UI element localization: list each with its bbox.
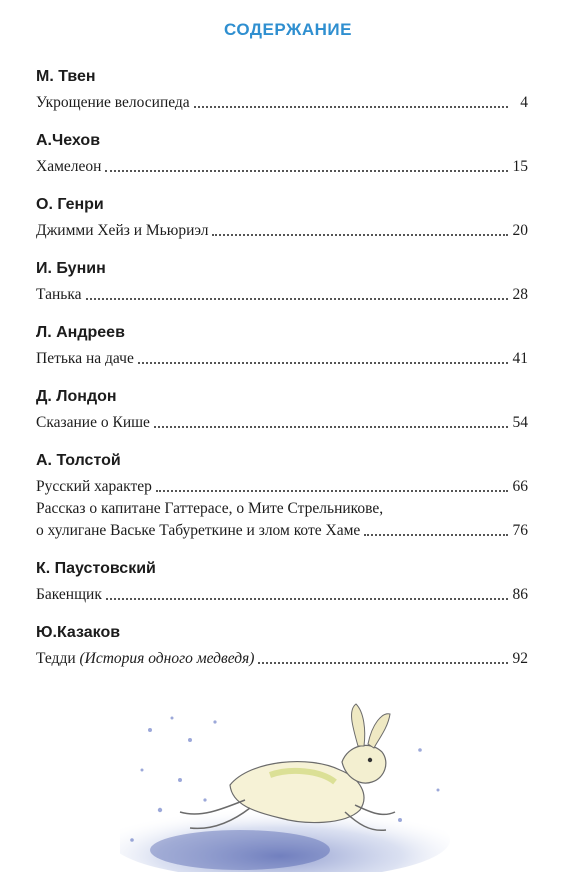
entry-page: 86 (512, 586, 528, 603)
entry-page: 54 (512, 414, 528, 431)
entry-page: 41 (512, 350, 528, 367)
toc-entry[interactable] (36, 648, 528, 670)
entry-title: Танька (36, 286, 82, 303)
dot-leader (194, 105, 508, 108)
dot-leader (364, 533, 508, 536)
author-tolstoy: А. Толстой (36, 452, 121, 469)
entry-title: Тедди (36, 650, 80, 667)
dot-leader (154, 425, 508, 428)
hare-illustration-icon (120, 700, 460, 872)
entry-title-line1: Рассказ о капитане Гаттерасе, о Мите Стрельникове, (36, 500, 384, 517)
dot-leader (258, 661, 508, 664)
entry-page: 66 (512, 478, 528, 495)
author-andreev: Л. Андреев (36, 324, 125, 341)
entry-title: Сказание о Кише (36, 414, 150, 431)
entry-title-wrap (36, 648, 254, 670)
entry-title: Хамелеон (36, 158, 102, 175)
dot-leader (156, 489, 508, 492)
entry-page: 15 (512, 158, 528, 175)
toc-entry[interactable] (36, 156, 528, 178)
dot-leader (138, 361, 508, 364)
entry-page: 76 (512, 522, 528, 539)
toc-entry-line1[interactable] (36, 498, 528, 520)
dot-leader (105, 169, 508, 172)
author-paustovsky: К. Паустовский (36, 560, 156, 577)
toc-entry[interactable] (36, 584, 528, 606)
toc-entry[interactable] (36, 520, 528, 542)
author-o-henry: О. Генри (36, 196, 104, 213)
dot-leader (106, 597, 508, 600)
toc-entry[interactable] (36, 284, 528, 306)
entry-title: Русский характер (36, 478, 152, 495)
dot-leader (212, 233, 508, 236)
entry-title: Бакенщик (36, 586, 102, 603)
toc-entry[interactable] (36, 92, 528, 114)
entry-page: 4 (520, 94, 528, 111)
toc-entry[interactable] (36, 476, 528, 498)
author-bunin: И. Бунин (36, 260, 106, 277)
author-london: Д. Лондон (36, 388, 117, 405)
author-twain: М. Твен (36, 68, 96, 85)
entry-subtitle: (История одного медведя) (79, 650, 255, 667)
author-kazakov: Ю.Казаков (36, 624, 121, 641)
dot-leader (86, 297, 508, 300)
toc-entry[interactable] (36, 220, 528, 242)
entry-page: 28 (512, 286, 528, 303)
toc-entry[interactable] (36, 412, 528, 434)
author-chekhov: А.Чехов (36, 132, 101, 149)
page-title: СОДЕРЖАНИЕ (224, 20, 352, 39)
entry-title: Петька на даче (36, 350, 134, 367)
entry-page: 92 (512, 650, 528, 667)
table-of-contents (36, 66, 528, 670)
toc-entry[interactable] (36, 348, 528, 370)
entry-title: о хулигане Ваське Табуреткине и злом коте Хаме (36, 522, 361, 539)
entry-title: Укрощение велосипеда (36, 94, 190, 111)
entry-title: Джимми Хейз и Мьюриэл (36, 222, 209, 239)
entry-page: 20 (512, 222, 528, 239)
